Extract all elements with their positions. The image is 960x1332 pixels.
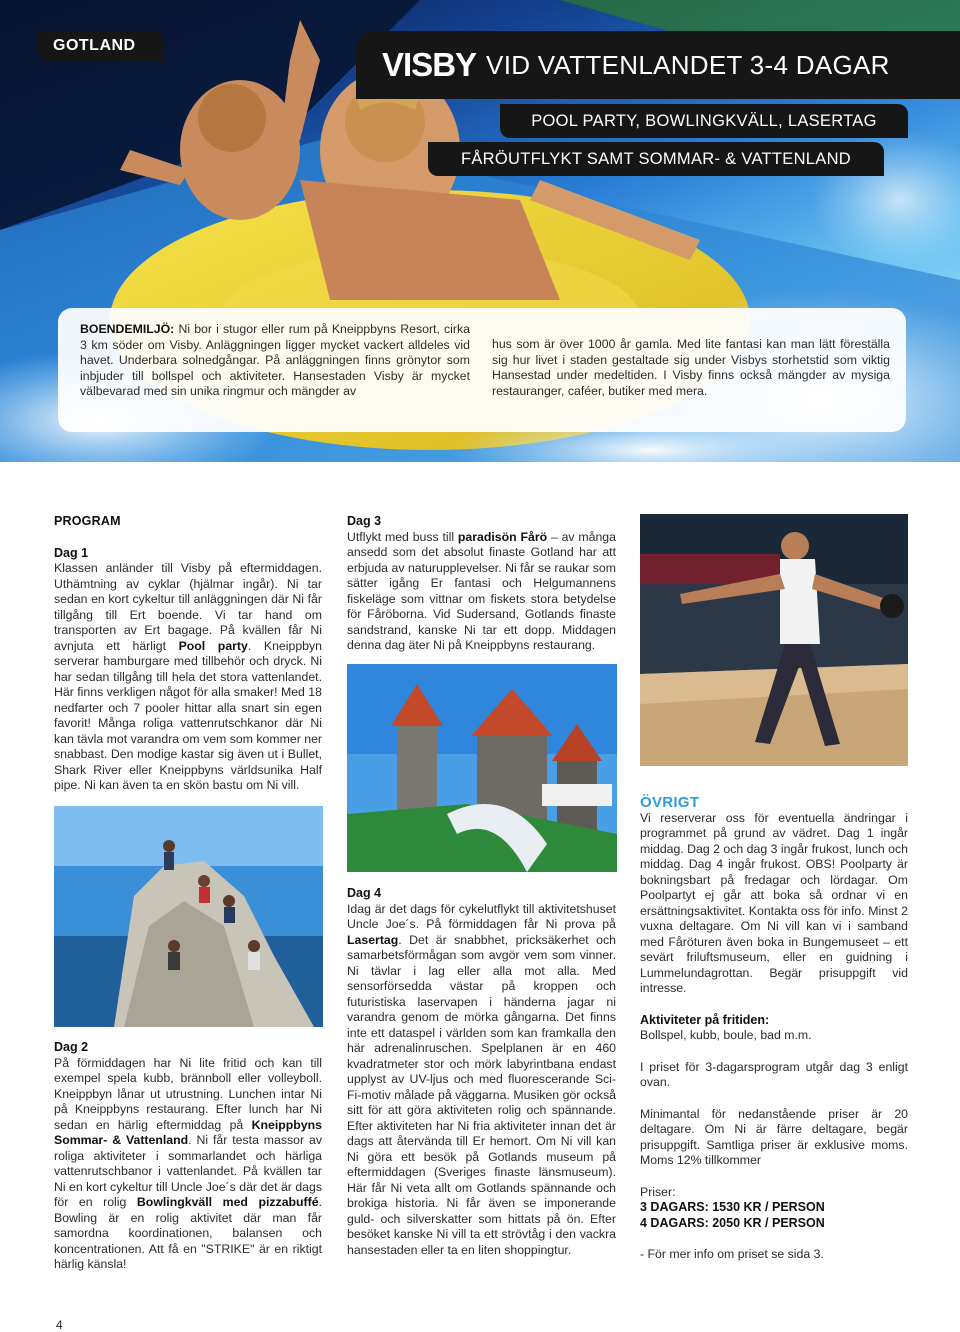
- intro-box-right: [482, 308, 906, 432]
- prices-heading: Priser:: [640, 1184, 676, 1199]
- column-middle-lower: [347, 886, 616, 1258]
- column-left-lower: [54, 1040, 322, 1273]
- day2-text-part1: På förmiddagen har Ni lite fritid och kan till exempel spela kubb, brännboll eller volleyboll. Kneippbyn lånar ut utrustning. Lunchen intar Ni på Kneippbyns restaurang. Efter lunch har Ni sedan en härlig eftermiddag på: [54, 1055, 322, 1132]
- column-middle: [347, 514, 616, 654]
- column-left: [54, 514, 322, 794]
- rauk-climbers-photo: [54, 806, 323, 1027]
- day3-text-part1: Utflykt med buss till: [347, 529, 458, 544]
- intro-right-text: hus som är över 1000 år gamla. Med lite fantasi kan man lätt föreställa sig hur livet i staden gestaltade sig under Visbys storhetstid som viktig Hansestad under medeltiden. I Visby finns också mängder av mysiga restauranger, caféer, butiker med mera.: [492, 337, 890, 398]
- day1-heading: Dag 1: [54, 545, 89, 560]
- price-4-days: 4 DAGARS: 2050 KR / PERSON: [640, 1215, 825, 1230]
- day2-text-part2: . Ni får testa massor av roliga aktiviteter i sommarlandet och härliga vattenrutschbanor i vattenlandet. På kvällen tar Ni en kort cykeltur till Uncle Joe´s där det är dags för en rolig: [54, 1133, 323, 1209]
- intro-box-left: [58, 308, 482, 432]
- ovrigt-text: Vi reserverar oss för eventuella ändringar i programmet på grund av vädret. Dag 1 ingår middag. Dag 2 och dag 3 ingår frukost, lunch och middag. Dag 4 ingår frukost. OBS! Poolparty är bokningsbart på fredagar och lördagar. Om Poolpartyt ej går att boka så ordnar vi en ersättningsaktivitet. Kontakta oss för info. Minst 2 vuxna deltagare. Om Ni vill kan vi i samband med Fåröturen även boka in Bungemuseet – ett sevärt friluftsmuseum, eller en guidning i Lummelundagrottan. Begär prisuppgift vid intresse.: [640, 810, 908, 995]
- price-3-days: 3 DAGARS: 1530 KR / PERSON: [640, 1200, 825, 1214]
- day4-text-part2: . Det är snabbhet, pricksäkerhet och samarbetsförmågan som avgör vem som vinner. Ni tävlar i lag eller alla mot alla. Med sensorförsedda västar på kroppen och futuristiska laservapen i händerna jagar ni varandra genom de mörka gångarna. Det finns inte ett dataspel i världen som kan framkalla den här adrenalinruschen. Spelplanen är en 460 kvadratmeter stor och mörk labyrintbana endast upplyst av UV-ljus och med fluorescerande Sci-Fi-motiv målade på väggarna. Musiken gör också sitt för att göra aktiviteten rolig och spännande. Efter aktiviteten har Ni fria aktiviteter innan det är dags att återvända till Er hemort. Om Ni vill kan Ni göra ett besök på Gotlands museum på eftermiddagen (Sveriges finaste länsmuseum). Här får Ni veta allt om Gotlands spännande och brokiga historia. Ni får även se imponerande guld- och silverskatter som hittats på ön. Efter besöket kanske Ni vill ta ett strövtåg i den vackra hansestaden eller ta en liten shoppingtur.: [347, 932, 616, 1257]
- title-rest: VID VATTENLANDET 3-4 DAGAR: [486, 49, 890, 80]
- title-bold: VISBY: [382, 46, 477, 83]
- day4-heading: Dag 4: [347, 886, 382, 900]
- bowling-photo: [640, 514, 908, 766]
- subtitle-excursions: FÅRÖUTFLYKT SAMT SOMMAR- & VATTENLAND: [428, 142, 884, 176]
- pool-party-bold: Pool party: [178, 638, 248, 653]
- day2-text: [54, 1056, 322, 1273]
- activities-heading: Aktiviteter på fritiden:: [640, 1012, 770, 1027]
- more-info-text: - För mer info om priset se sida 3.: [640, 1247, 824, 1261]
- page-title: [356, 31, 960, 99]
- page-number: 4: [56, 1318, 63, 1332]
- castle-waterpark-photo: [347, 664, 617, 872]
- subtitle-activities: POOL PARTY, BOWLINGKVÄLL, LASERTAG: [500, 104, 908, 138]
- day4-text-part1: Idag är det dags för cykelutflykt till aktivitetshuset Uncle Joe´s. På förmiddagen får Ni prova på: [347, 901, 616, 931]
- minimum-note: Minimantal för nedanstående priser är 20 deltagare. Om Ni är färre deltagare, begär prisuppgift. Samtliga priser är exklusive moms. Moms 12% tillkommer: [640, 1106, 908, 1167]
- bowling-bold: Bowlingkväll med pizzabuffé: [136, 1195, 319, 1209]
- day1-text-part2: . Kneippbyn serverar hamburgare med tillbehör och dryck. Ni har sedan tillgång till hela det stora vattenlandet. Här finns verkligen något för alla smaker! Med 18 nedfarter och 7 pooler hittar alla snart sin egen favorit! Många roliga vattenrutschkanor där Ni kan tävla mot varandra om vem som kommer ner snabbast. Den modige kastar sig även ut i Bullet, Shark River eller Kneippbyns världsunika Half pipe. Ni kan även ta en skön bastu om Ni vill.: [54, 638, 322, 792]
- day3-text: [347, 530, 616, 654]
- column-right: [640, 795, 908, 1263]
- faro-bold: paradisön Fårö: [457, 529, 548, 544]
- vattenland-bold: Kneippbyns Sommar- & Vattenland: [54, 1117, 322, 1147]
- lasertag-bold: Lasertag: [347, 932, 399, 947]
- price-includes-text: I priset för 3-dagarsprogram utgår dag 3 enligt ovan.: [640, 1059, 908, 1089]
- program-heading: PROGRAM: [54, 514, 121, 528]
- day3-text-part2: – av många ansedd som det absolut finaste Gotland har att erbjuda av naturupplevelser. Ni får se raukar som sätter igång Er fantasi och Helgumannens fiskeläge som vittnar om fiskets stora betydelse för Fåröborna. Vid Sudersand, Gotlands finaste sandstrand, kanske Ni tar ett dopp. Middagen denna dag äter Ni på Kneippbyns restaurang.: [347, 529, 616, 652]
- day1-text: [54, 561, 322, 794]
- intro-left-text: Ni bor i stugor eller rum på Kneippbyns Resort, cirka 3 km söder om Visby. Anläggningen ligger mycket vackert alldeles vid havet. Underbara solnedgångar. På anläggningen finns grönytor som inbjuder till bollspel och aktiviteter. Hansestaden Visby är mycket välbevarad med sin unika ringmur och mängder av: [80, 322, 471, 399]
- hero-banner: [0, 0, 960, 462]
- day2-heading: Dag 2: [54, 1040, 89, 1054]
- day4-text: [347, 902, 616, 1259]
- intro-label: BOENDEMILJÖ:: [80, 322, 175, 336]
- region-tag: GOTLAND: [38, 31, 164, 61]
- day2-text-part3: . Bowling är en rolig aktivitet där man får samordna koordinationen, balansen och koncentrationen. Att få en "STRIKE" är en riktigt härlig känsla!: [54, 1195, 323, 1271]
- activities-text: Bollspel, kubb, boule, bad m.m.: [640, 1028, 812, 1042]
- day3-heading: Dag 3: [347, 514, 382, 528]
- ovrigt-heading: ÖVRIGT: [640, 794, 700, 811]
- day1-text-part1: Klassen anländer till Visby på eftermiddagen. Uthämtning av cyklar (hjälmar ingår). Ni tar sedan en kort cykeltur till anläggningen där Ni får tillgång till Ert boende. Vi tar hand om transporten av Ert bagage. På kvällen får Ni avnjuta ett härligt: [54, 561, 322, 653]
